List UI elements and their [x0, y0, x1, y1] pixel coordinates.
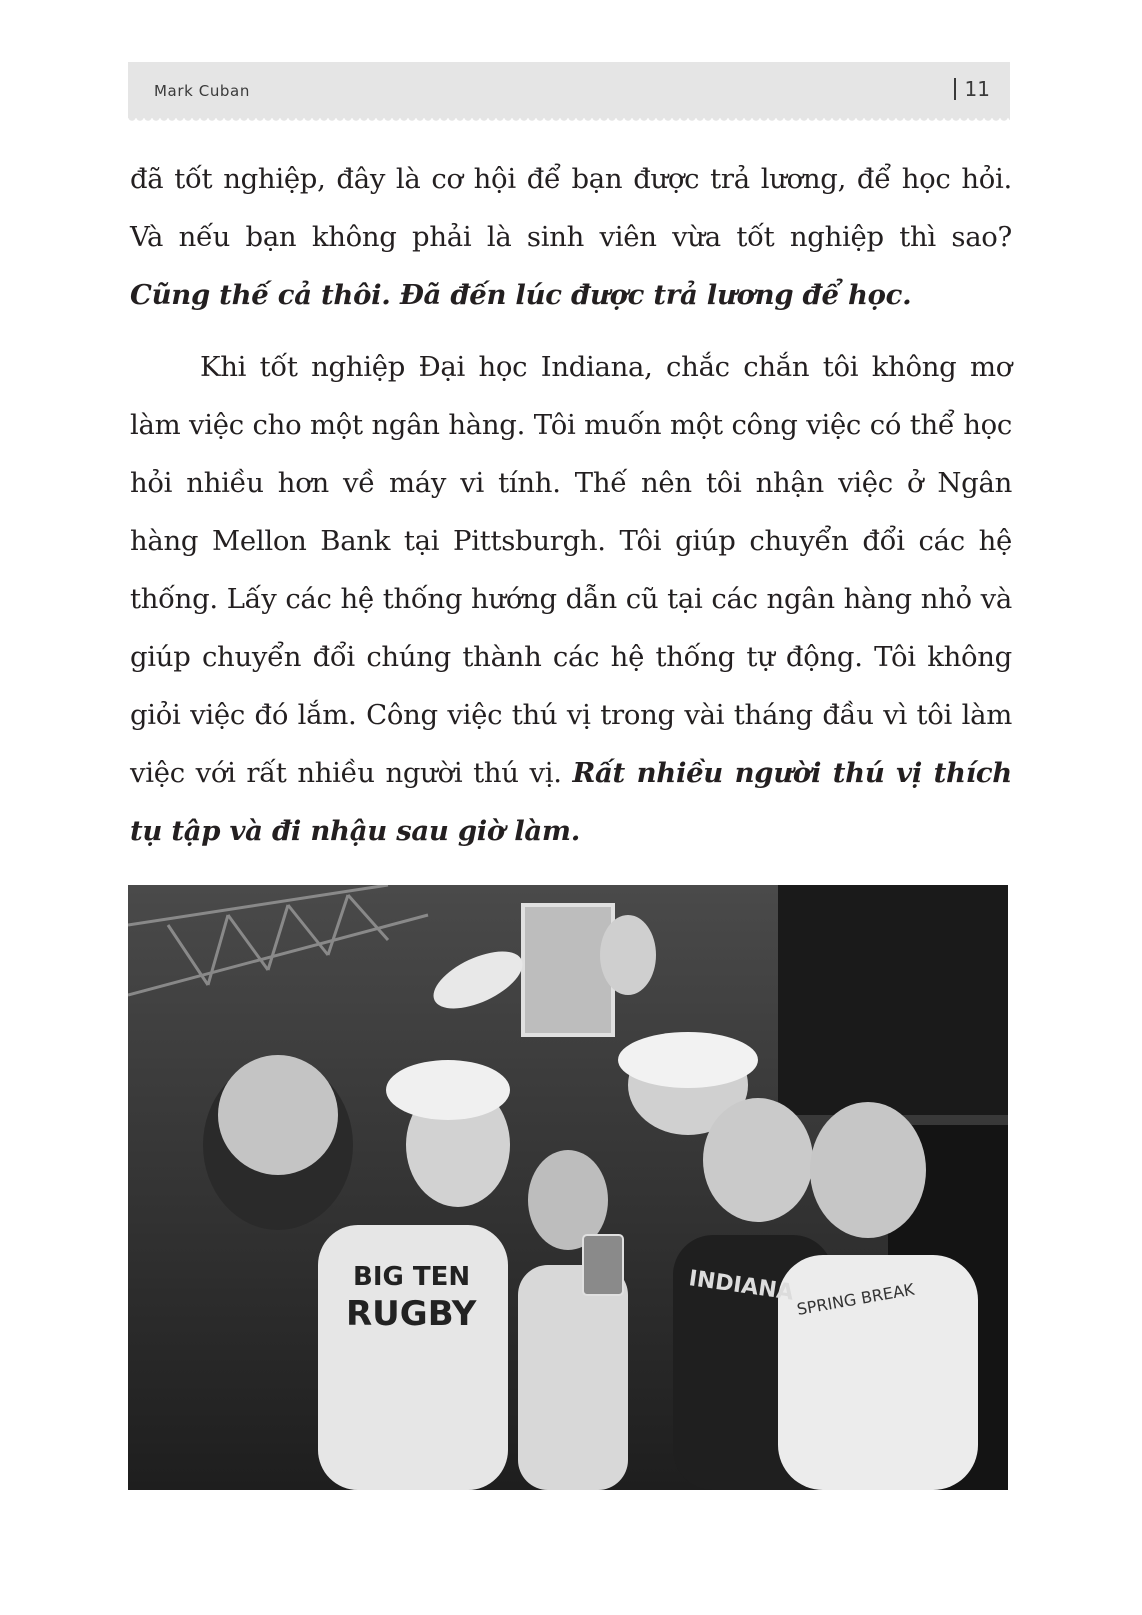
paragraph-2-emphasis: Rất nhiều người thú vị thích tụ tập và đi nhậu sau giờ làm. — [130, 757, 1012, 847]
group-photo — [128, 885, 1008, 1490]
paragraph-1-emphasis: Cũng thế cả thôi. Đã đến lúc được trả lương để học. — [130, 279, 912, 311]
shirt-text-big-ten: BIG TEN — [353, 1262, 471, 1292]
paragraph-2 — [130, 338, 1012, 860]
running-header — [128, 62, 1010, 118]
page-number: 11 — [954, 78, 990, 100]
header-author: Mark Cuban — [154, 82, 250, 100]
shirt-text-indiana: INDIANA — [687, 1266, 796, 1306]
paragraph-1 — [130, 150, 1012, 324]
group-photo-illustration — [128, 885, 1008, 1490]
shirt-text-spring-break: SPRING BREAK — [795, 1279, 916, 1319]
paragraph-2-text: Khi tốt nghiệp Đại học Indiana, chắc chắn tôi không mơ làm việc cho một ngân hàng. Tôi muốn một công việc có thể học hỏi nhiều hơn về máy vi tính. Thế nên tôi nhận việc ở Ngân hàng Mellon Bank tại Pittsburgh. Tôi giúp chuyển đổi các hệ thống. Lấy các hệ thống hướng dẫn cũ tại các ngân hàng nhỏ và giúp chuyển đổi chúng thành các hệ thống tự động. Tôi không giỏi việc đó lắm. Công việc thú vị trong vài tháng đầu vì tôi làm việc với rất nhiều người thú vị. — [130, 351, 1012, 789]
shirt-text-rugby: RUGBY — [346, 1294, 477, 1334]
paragraph-1-text: đã tốt nghiệp, đây là cơ hội để bạn được trả lương, để học hỏi. Và nếu bạn không phải là sinh viên vừa tốt nghiệp thì sao? — [130, 163, 1012, 253]
